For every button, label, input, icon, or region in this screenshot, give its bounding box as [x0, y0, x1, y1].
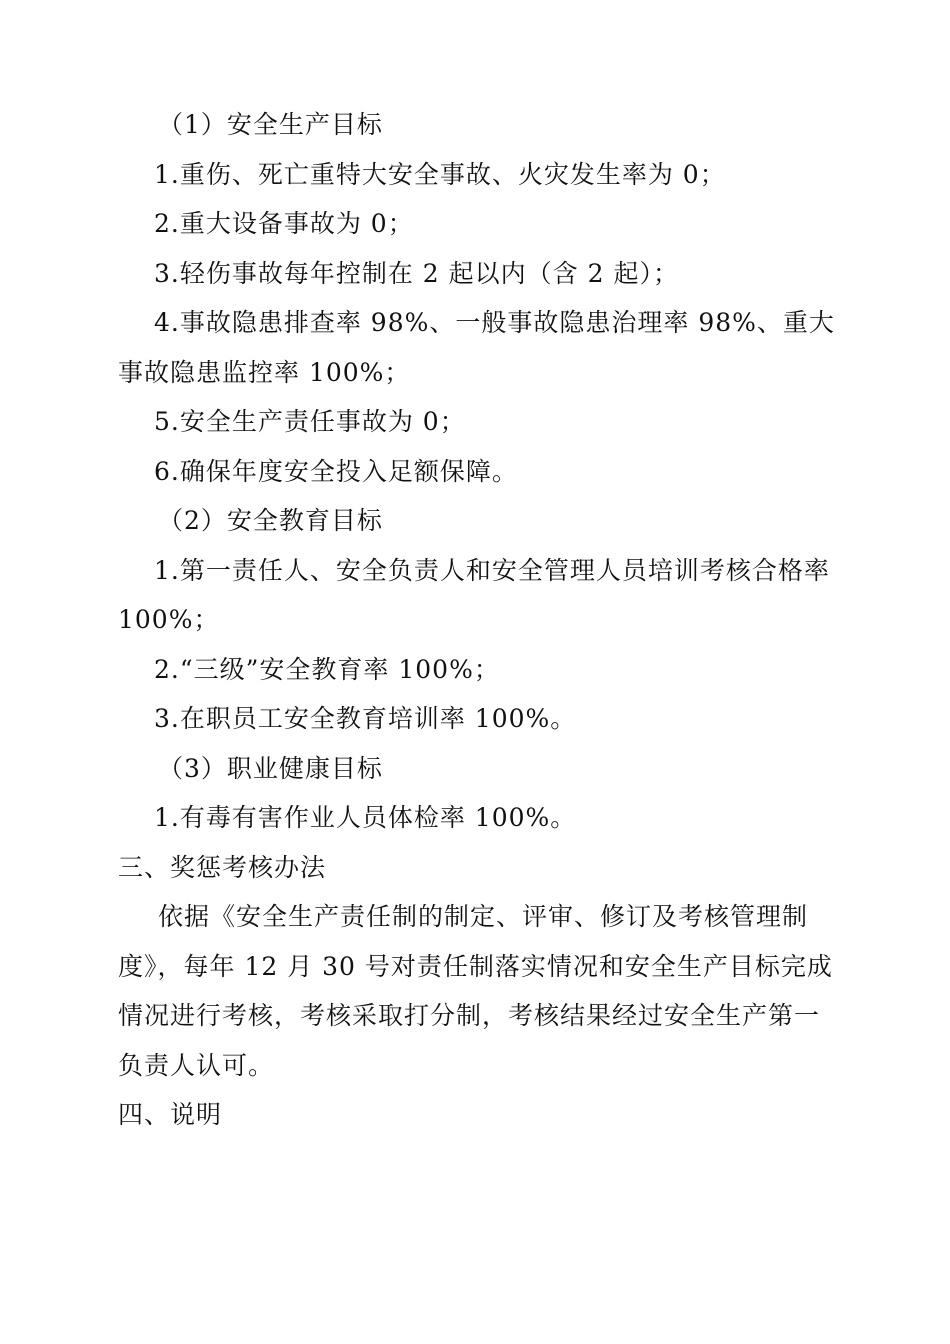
- list-item: 3.轻伤事故每年控制在 2 起以内（含 2 起）；: [154, 258, 679, 288]
- body-paragraph: 依据《安全生产责任制的制定、评审、修订及考核管理制度》，每年 12 月 30 号对责任制落实情况和安全生产目标完成情况进行考核，考核采取打分制，考核结果经过安全生产第一负责人认可。: [118, 902, 833, 1080]
- list-item: 2.“三级”安全教育率 100%；: [154, 654, 500, 684]
- list-item: 3.在职员工安全教育培训率 100%。: [154, 704, 577, 733]
- list-item: 6.确保年度安全投入足额保障。: [154, 456, 518, 486]
- list-item: 1.有毒有害作业人员体检率 100%。: [154, 803, 577, 832]
- list-item: 1.重伤、死亡重特大安全事故、火灾发生率为 0；: [154, 159, 726, 189]
- list-item: 4.事故隐患排查率 98%、一般事故隐患治理率 98%、重大事故隐患监控率 100%；: [118, 308, 835, 387]
- section-heading-notes: 四、说明: [118, 1100, 223, 1129]
- document-body: [118, 100, 838, 1140]
- subheading-occupational-health-goal: （3）职业健康目标: [158, 753, 383, 783]
- list-item: 5.安全生产责任事故为 0；: [154, 407, 466, 436]
- subheading-safety-production-goal: （1）安全生产目标: [158, 110, 383, 139]
- list-item: 2.重大设备事故为 0；: [154, 209, 414, 238]
- list-item: 1.第一责任人、安全负责人和安全管理人员培训考核合格率 100%；: [118, 555, 830, 634]
- subheading-safety-education-goal: （2）安全教育目标: [158, 506, 383, 535]
- section-heading-rewards-penalties: 三、奖惩考核办法: [118, 852, 327, 882]
